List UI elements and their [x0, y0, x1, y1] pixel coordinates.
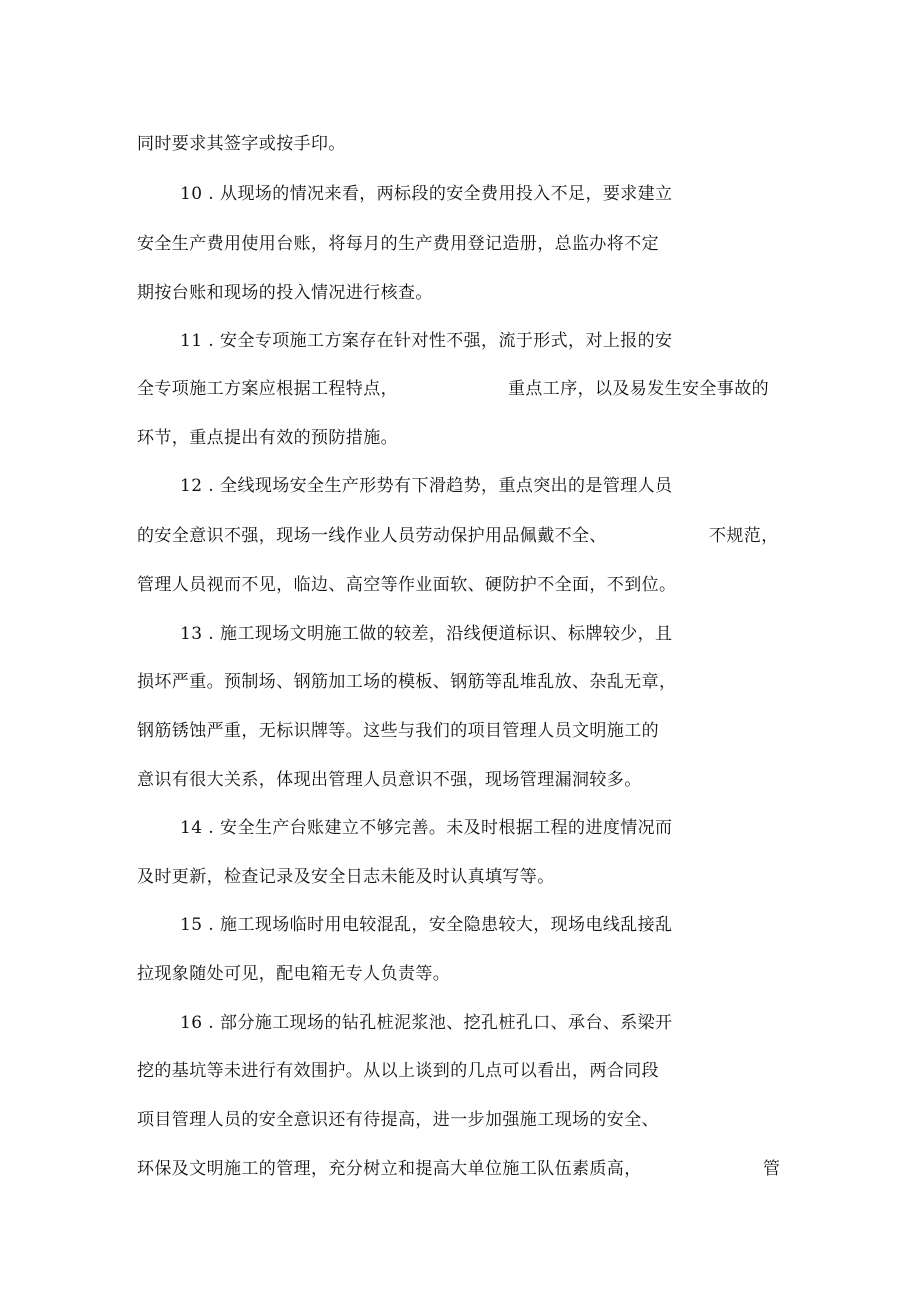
text-line: 安全生产费用使用台账，将每月的生产费用登记造册，总监办将不定 — [137, 234, 659, 254]
item-number: 14 . — [180, 818, 215, 838]
text-line: 管理人员视而不见，临边、高空等作业面软、硬防护不全面，不到位。 — [137, 575, 677, 595]
item-number: 13 . — [180, 624, 215, 644]
text-segment: 重点工序，以及易发生安全事故的 — [508, 379, 769, 399]
paragraph-14-first-line: 14 . 安全生产台账建立不够完善。未及时根据工程的进度情况而 — [180, 818, 673, 838]
item-number: 10 . — [180, 184, 215, 204]
paragraph-11-first-line: 11 . 安全专项施工方案存在针对性不强，流于形式，对上报的安 — [180, 331, 673, 351]
item-number: 12 . — [180, 476, 215, 496]
text-line: 及时更新，检查记录及安全日志未能及时认真填写等。 — [137, 867, 555, 887]
paragraph-16-first-line: 16 . 部分施工现场的钻孔桩泥浆池、挖孔桩孔口、承台、系梁开 — [180, 1013, 673, 1033]
text-line: 挖的基坑等未进行有效围护。从以上谈到的几点可以看出，两合同段 — [137, 1061, 659, 1081]
item-number: 11 . — [180, 331, 215, 351]
text-line: 同时要求其签字或按手印。 — [137, 134, 346, 154]
text-line: 环保及文明施工的管理，充分树立和提高大单位施工队伍素质高， 管 — [137, 1159, 781, 1179]
text-line: 损坏严重。预制场、钢筋加工场的模板、钢筋等乱堆乱放、杂乱无章， — [137, 672, 677, 692]
item-number: 15 . — [180, 915, 215, 935]
text-segment: 不规范， — [709, 526, 779, 546]
paragraph-12-first-line: 12 . 全线现场安全生产形势有下滑趋势，重点突出的是管理人员 — [180, 476, 673, 496]
text-line: 项目管理人员的安全意识还有待提高，进一步加强施工现场的安全、 — [137, 1110, 659, 1130]
text-line: 期按台账和现场的投入情况进行核查。 — [137, 283, 433, 303]
paragraph-10-first-line: 10 . 从现场的情况来看，两标段的安全费用投入不足，要求建立 — [180, 184, 673, 204]
text-line: 拉现象随处可见，配电箱无专人负责等。 — [137, 964, 451, 984]
paragraph-13-first-line: 13 . 施工现场文明施工做的较差，沿线便道标识、标牌较少，且 — [180, 624, 673, 644]
item-number: 16 . — [180, 1013, 215, 1033]
paragraph-15-first-line: 15 . 施工现场临时用电较混乱，安全隐患较大，现场电线乱接乱 — [180, 915, 673, 935]
text-line: 意识有很大关系，体现出管理人员意识不强，现场管理漏洞较多。 — [137, 770, 642, 790]
text-line: 全专项施工方案应根据工程特点， 重点工序，以及易发生安全事故的 — [137, 379, 769, 399]
text-line: 的安全意识不强，现场一线作业人员劳动保护用品佩戴不全、 不规范， — [137, 526, 779, 546]
text-line: 钢筋锈蚀严重，无标识牌等。这些与我们的项目管理人员文明施工的 — [137, 721, 659, 741]
text-line: 环节，重点提出有效的预防措施。 — [137, 428, 398, 448]
text-segment: 管 — [763, 1159, 781, 1179]
